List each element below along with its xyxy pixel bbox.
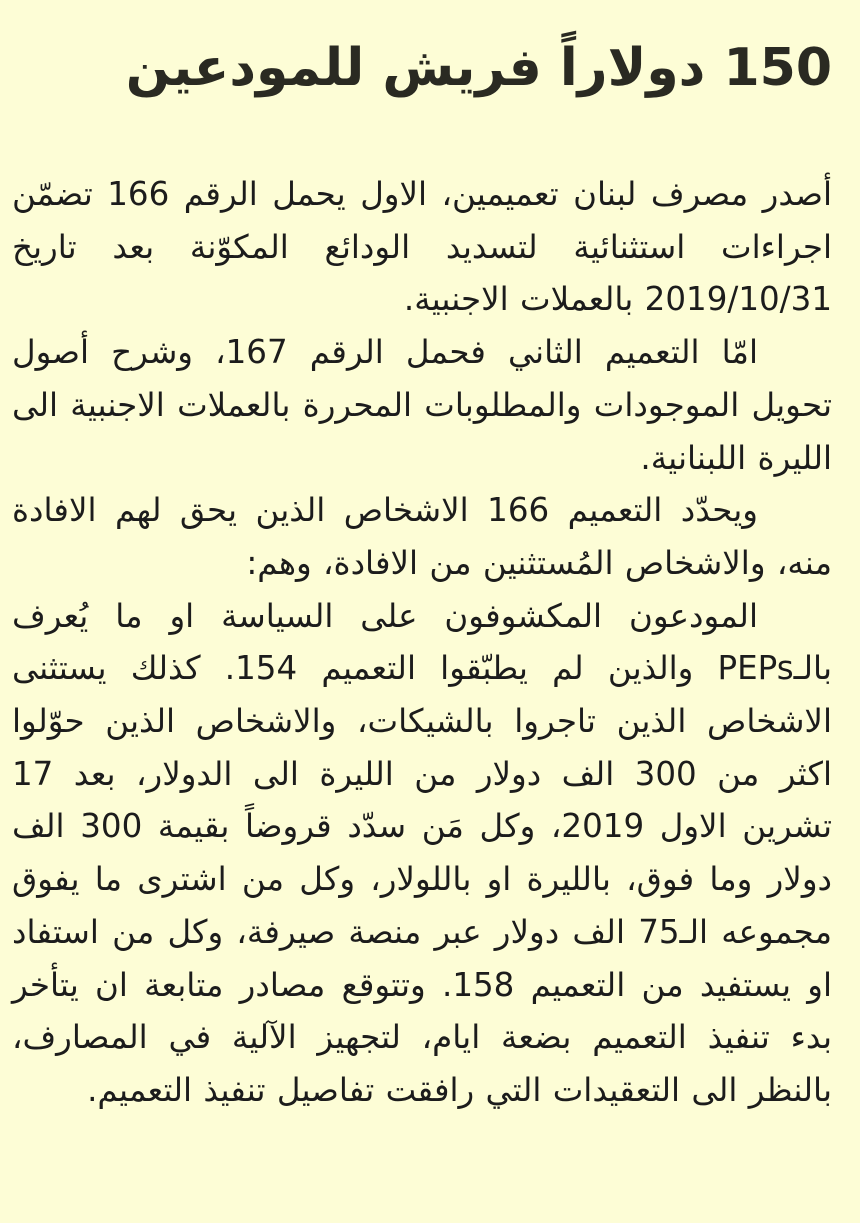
article-body: [12, 168, 832, 1117]
article-paragraph: أصدر مصرف لبنان تعميمين، الاول يحمل الرقم 166 تضمّن اجراءات استثنائية لتسديد الودائع المكوّنة بعد تاريخ 2019/10/31 بالعملات الاجنبية.: [12, 175, 833, 319]
article-paragraph: ويحدّد التعميم 166 الاشخاص الذين يحق لهم الافادة منه، والاشخاص المُستثنين من الافادة، وهم:: [12, 491, 832, 582]
article-headline: 150 دولاراً فريش للمودعين: [125, 38, 832, 98]
article-paragraph: المودعون المكشوفون على السياسة او ما يُعرف بالـPEPs والذين لم يطبّقوا التعميم 154. كذلك يستثنى الاشخاص الذين تاجروا بالشيكات، والاشخاص الذين حوّلوا اكثر من 300 الف دولار من الليرة الى الدولار، بعد 17 تشرين الاول 2019، وكل مَن سدّد قروضاً بقيمة 300 الف دولار وما فوق، بالليرة او باللولار، وكل من اشترى ما يفوق مجموعه الـ75 الف دولار عبر منصة صيرفة، وكل من استفاد او يستفيد من التعميم 158. وتتوقع مصادر متابعة ان يتأخر بدء تنفيذ التعميم بضعة ايام، لتجهيز الآلية في المصارف، بالنظر الى التعقيدات التي رافقت تفاصيل تنفيذ التعميم.: [12, 596, 833, 1109]
article-paragraph: امّا التعميم الثاني فحمل الرقم 167، وشرح أصول تحويل الموجودات والمطلوبات المحررة بالعملات الاجنبية الى الليرة اللبنانية.: [12, 333, 832, 477]
